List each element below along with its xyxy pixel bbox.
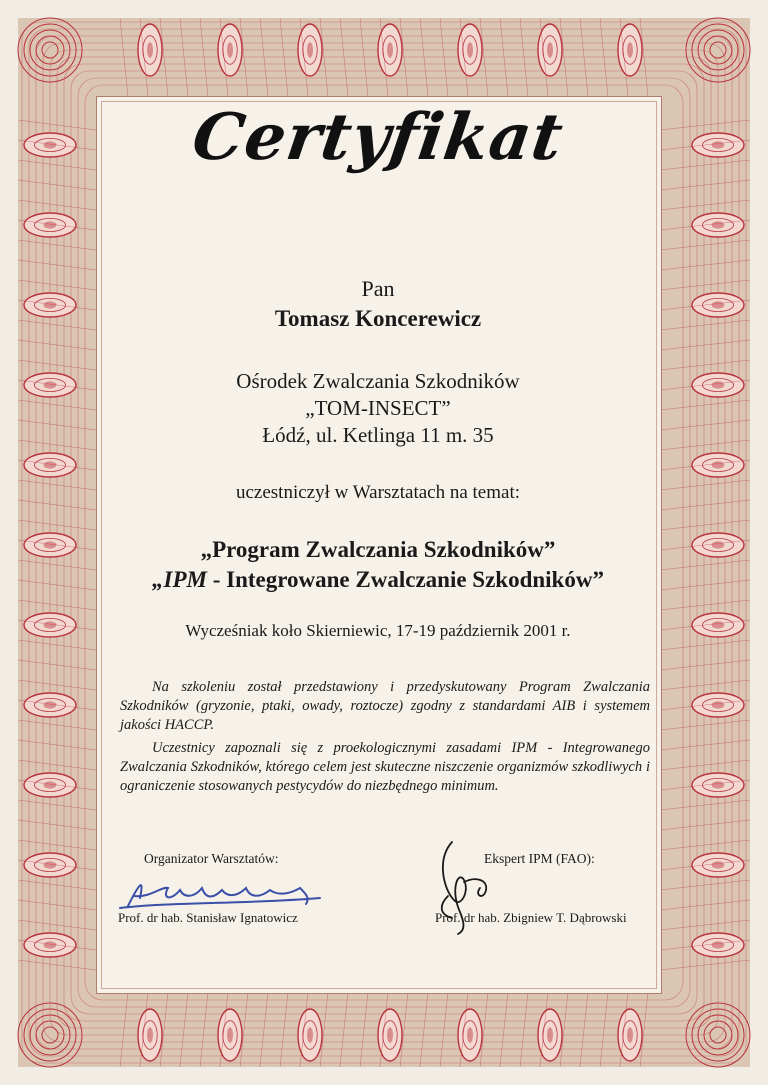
recipient-name: Tomasz Koncerewicz — [274, 306, 482, 331]
workshop-topic-1: „Program Zwalczania Szkodników” — [200, 537, 556, 562]
expert-name: Prof. dr hab. Zbigniew T. Dąbrowski — [435, 910, 627, 925]
company-address: Łódź, ul. Ketlinga 11 m. 35 — [262, 423, 494, 447]
workshop-topic-2-ipm: „IPM — [152, 567, 207, 592]
salutation: Pan — [361, 276, 395, 301]
description-paragraph-2: Uczestnicy zapoznali się z proekologicznymi zasadami IPM - Integrowanego Zwalczania Szkodników, którego celem jest skuteczne niszczenie organizmów szkodliwych i ograniczenie stosowanych pestycydów do niezbędnego minimum. — [120, 740, 650, 794]
certificate-title: Certyfikat — [188, 100, 568, 175]
workshop-topic-2-rest: - Integrowane Zwalczanie Szkodników” — [206, 567, 604, 592]
organizer-label: Organizator Warsztatów: — [144, 851, 279, 866]
workshop-topic-2 — [96, 567, 660, 593]
company-name: Ośrodek Zwalczania Szkodników — [236, 369, 520, 393]
place-and-date: Wycześniak koło Skierniewic, 17-19 październik 2001 r. — [185, 621, 571, 640]
expert-label: Ekspert IPM (FAO): — [484, 851, 595, 866]
organizer-name: Prof. dr hab. Stanisław Ignatowicz — [118, 910, 298, 925]
participation-statement: uczestniczył w Warsztatach na temat: — [235, 482, 521, 503]
company-brand: „TOM-INSECT” — [305, 396, 451, 420]
description-paragraph-1: Na szkoleniu został przedstawiony i przedyskutowany Program Zwalczania Szkodników (gryzonie, ptaki, owady, roztocze) zgodny z standardami AIB i systemem jakości HACCP. — [120, 679, 650, 733]
